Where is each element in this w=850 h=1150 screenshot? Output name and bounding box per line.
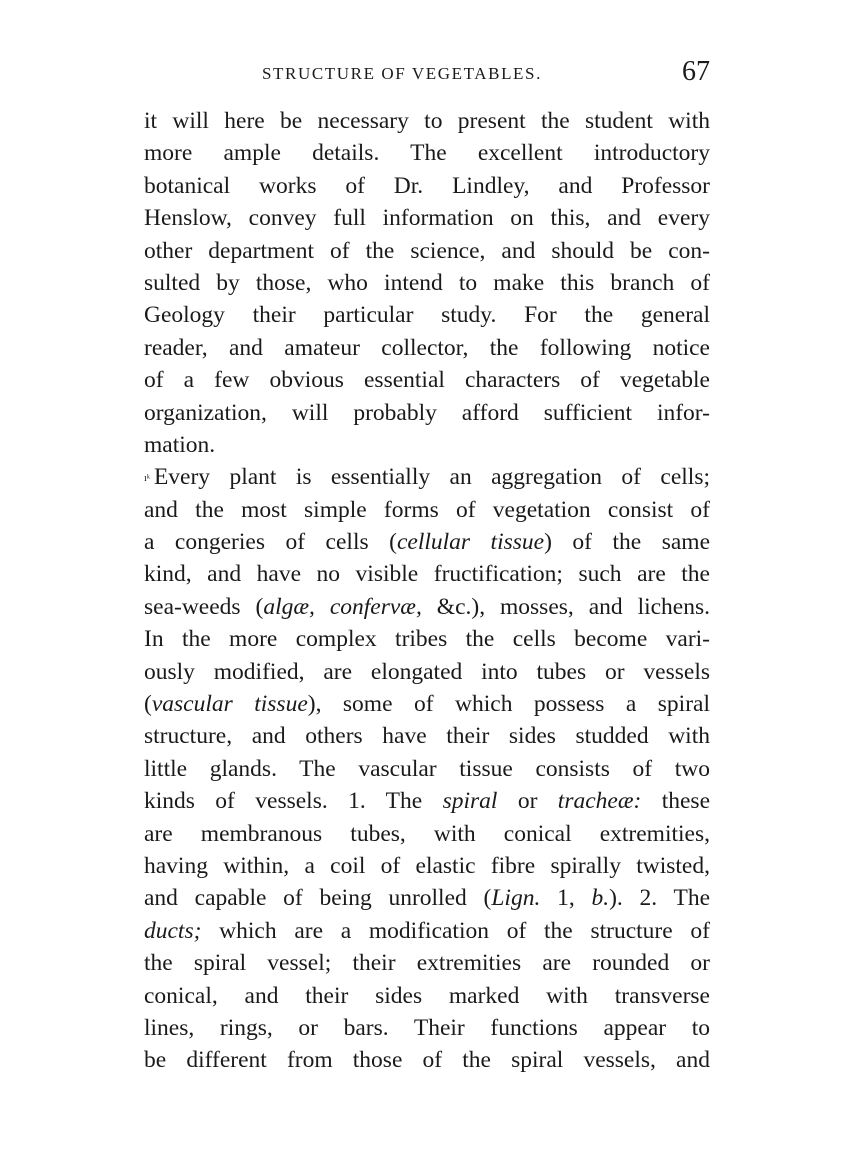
text-line xyxy=(144,785,710,817)
text-line: be different from those of the spiral vessels, and xyxy=(144,1047,710,1074)
text-run: sea-weeds ( xyxy=(144,593,264,620)
text-line: kind, and have no visible fructification; such are the xyxy=(144,561,710,588)
text-line xyxy=(144,882,710,914)
italic-run: cellular tissue xyxy=(396,529,545,556)
text-line xyxy=(144,526,710,558)
text-line xyxy=(144,915,710,947)
text-line: other department of the science, and should be con- xyxy=(144,237,710,264)
stray-mark: ıᵏ xyxy=(144,472,150,484)
page-number: 67 xyxy=(682,56,710,87)
text-line: having within, a coil of elastic fibre spirally twisted, xyxy=(144,852,710,879)
text-line: ously modified, are elongated into tubes or vessels xyxy=(144,658,710,685)
text-line: conical, and their sides marked with transverse xyxy=(144,982,710,1009)
text-line: Henslow, convey full information on this, and every xyxy=(144,205,710,232)
text-run: kinds of vessels. 1. The xyxy=(144,788,443,815)
running-head xyxy=(144,56,710,96)
text-run: ) of the same xyxy=(544,529,711,556)
running-head-title: STRUCTURE OF VEGETABLES. xyxy=(262,64,542,83)
text-run: a congeries of cells ( xyxy=(144,529,397,556)
text-line: Geology their particular study. For the general xyxy=(144,302,710,329)
text-run: ( xyxy=(144,691,152,718)
italic-run: Lign. xyxy=(491,885,541,912)
text-line: lines, rings, or bars. Their functions appear to xyxy=(144,1014,710,1041)
text-run: &c.), mosses, and lichens. xyxy=(421,593,711,620)
text-run: and capable of being unrolled ( xyxy=(144,885,492,912)
text-line: reader, and amateur collector, the following notice xyxy=(144,334,710,361)
text-line: are membranous tubes, with conical extremities, xyxy=(144,820,710,847)
text-run: ). 2. The xyxy=(609,885,711,912)
text-line: botanical works of Dr. Lindley, and Professor xyxy=(144,172,710,199)
text-run: or xyxy=(497,788,558,815)
text-run: which are a modification of the structure of xyxy=(201,917,710,944)
text-line: the spiral vessel; their extremities are rounded or xyxy=(144,950,710,977)
body-text xyxy=(144,105,710,1077)
text-line: of a few obvious essential characters of vegetable xyxy=(144,367,710,394)
text-line: mation. xyxy=(144,431,216,458)
text-line: structure, and others have their sides studded with xyxy=(144,723,710,750)
italic-run: tracheæ: xyxy=(557,788,642,815)
text-line: sulted by those, who intend to make this branch of xyxy=(144,269,710,296)
italic-run: algæ, confervæ, xyxy=(263,593,422,620)
text-line xyxy=(144,591,710,623)
text-line: In the more complex tribes the cells become vari- xyxy=(144,626,710,653)
italic-run: vascular tissue xyxy=(151,691,308,718)
text-line: it will here be necessary to present the student with xyxy=(144,108,710,134)
text-line: little glands. The vascular tissue consists of two xyxy=(144,755,710,782)
text-line: organization, will probably afford sufficient infor- xyxy=(144,399,710,426)
text-run: Every plant is essentially an aggregation of cells; xyxy=(153,464,710,491)
text-line xyxy=(144,688,710,720)
text-run: these xyxy=(641,788,711,815)
italic-run: ducts; xyxy=(144,917,202,944)
text-line: more ample details. The excellent introductory xyxy=(144,140,710,167)
text-run: ), some of which possess a spiral xyxy=(307,691,710,718)
text-line xyxy=(144,461,710,493)
text-run: 1, xyxy=(540,885,592,912)
italic-run: b. xyxy=(591,885,610,912)
text-line: and the most simple forms of vegetation consist of xyxy=(144,496,710,523)
italic-run: spiral xyxy=(442,788,498,815)
